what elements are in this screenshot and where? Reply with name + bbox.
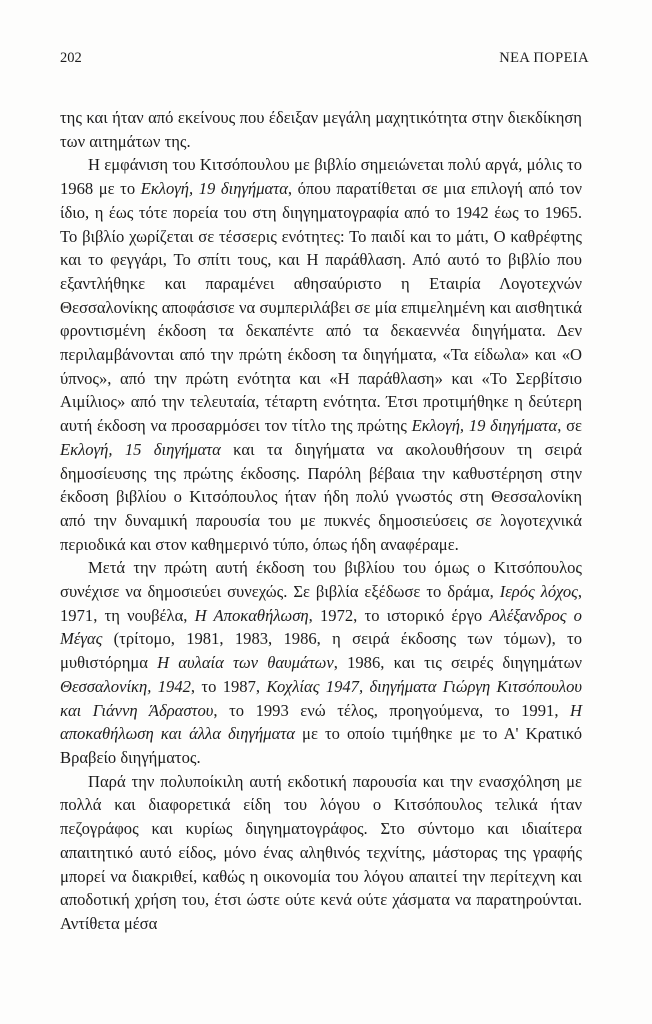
paragraph-3-text: με το οποίο τιμήθηκε με το Α' Κρατικό Βραβείο διηγήματος. — [60, 724, 582, 767]
book-title-italic: Η αποκαθήλωση και άλλα διηγήματα — [60, 700, 582, 744]
paragraph-3-text: , το 1993 ενώ τέλος, προηγούμενα, το 1991, — [213, 700, 571, 720]
book-title-italic: Κοχλίας 1947, διηγήματα Γιώργη Κιτσόπουλου και Γιάννη Άδραστου — [60, 676, 582, 720]
paragraph-3-text: , 1971, τη νουβέλα, — [60, 582, 583, 625]
paragraph-3-text: Μετά την πρώτη αυτή έκδοση του βιβλίου του όμως ο Κιτσόπουλος συνέχισε να δημοσιεύει συνεχώς. Σε βιβλία εξέδωσε το δράμα, — [60, 558, 582, 602]
paragraph-2-text: και τα διηγήματα να ακολουθήσουν τη σειρά δημοσίευσης της πρώτης έκδοσης. Παρόλη βέβαια την καθυστέρηση στην έκδοση βιβλίου ο Κιτσόπουλος ήταν ήδη πολύ γνωστός στη Θεσσαλονίκη από την δυναμική παρουσία του με πυκνές δημοσιεύσεις σε λογοτεχνικά περιοδικά και στον καθημερινό τύπο, όπως ήδη αναφέραμε. — [60, 439, 582, 554]
paragraph-1-text: της και ήταν από εκείνους που έδειξαν μεγάλη μαχητικότητα στην διεκδίκηση των αιτημάτων της. — [60, 108, 582, 151]
paragraph-2-text: Η εμφάνιση του Κιτσόπουλου με βιβλίο σημειώνεται πολύ αργά, μόλις το 1968 με το — [60, 155, 582, 199]
body-text — [60, 106, 582, 936]
book-title-italic: Θεσσαλονίκη, 1942 — [60, 676, 191, 696]
paragraph-2-text: , όπου παρατίθεται σε μια επιλογή από τον ίδιο, η έως τότε πορεία του στη διηγηματογραφία από το 1942 έως το 1965. Το βιβλίο χωρίζεται σε τέσσερις ενότητες: Το παιδί και το μάτι, Ο καθρέφτης και το φεγγάρι, Το σπίτι τους, και Η παράθλαση. Από αυτό το βιβλίο που εξαντλήθηκε και παραμένει αθησαύριστο η Εταιρία Λογοτεχνών Θεσσαλονίκης αποφάσισε να συμπεριλάβει σε μία επιμελημένη και αισθητικά φροντισμένη έκδοση τα δεκαπέντε από τα δεκαεννέα διηγήματα. Δεν περιλαμβάνονται από την πρώτη έκδοση τα διηγήματα, «Τα είδωλα» και «Ο ύπνος», από την πρώτη ενότητα και «Η παράθλαση» και «Το Σερβίτσιο Αιμίλιος» από την τελευταία, τέταρτη ενότητα. Έτσι προτιμήθηκε η δεύτερη αυτή έκδοση να προσαρμόσει τον τίτλο της πρώτης — [60, 179, 582, 436]
book-title-italic: Αλέξανδρος ο Μέγας — [60, 605, 582, 649]
book-title-italic: Η Αποκαθήλωση — [194, 605, 309, 625]
paragraph-3-text: , 1986, και τις σειρές διηγημάτων — [333, 653, 582, 673]
paragraph-1 — [60, 106, 582, 153]
paragraph-3-text: , 1972, το ιστορικό έργο — [308, 605, 490, 625]
page-number: 202 — [60, 50, 82, 66]
paragraph-3-text: , το 1987, — [190, 676, 267, 696]
paragraph-2 — [60, 153, 582, 556]
paragraph-4-text: Παρά την πολυποίκιλη αυτή εκδοτική παρουσία και την ενασχόληση με πολλά και διαφορετικά είδη του λόγου ο Κιτσόπουλος τελικά ήταν πεζογράφος και κυρίως διηγηματογράφος. Στο σύντομο και ιδιαίτερα απαιτητικό αυτό είδος, μόνο ένας αληθινός τεχνίτης, μάστορας της γραφής μπορεί να διακριθεί, καθώς η οικονομία του λόγου απαιτεί την περίτεχνη και αποδοτική χρήση του, έτσι ώστε ούτε κενά ούτε χάσματα να παρατηρούνται. Αντίθετα μέσα — [60, 771, 582, 933]
book-title-italic: Εκλογή, 15 διηγήματα — [60, 439, 221, 459]
book-title-italic: Εκλογή, 19 διηγήματα — [411, 416, 558, 436]
paragraph-3 — [60, 556, 582, 769]
running-head — [60, 50, 589, 72]
paragraph-3-text: (τρίτομο, 1981, 1983, 1986, η σειρά έκδοσης των τόμων), το μυθιστόρημα — [60, 629, 582, 673]
book-title-italic: Ιερός λόχος — [499, 582, 578, 602]
paragraph-2-text: , σε — [557, 416, 582, 436]
book-title-italic: Εκλογή, 19 διηγήματα — [140, 179, 288, 199]
paragraph-4 — [60, 770, 582, 936]
book-title-italic: Η αυλαία των θαυμάτων — [157, 653, 334, 673]
journal-title: ΝΕΑ ΠΟΡΕΙΑ — [499, 50, 589, 66]
